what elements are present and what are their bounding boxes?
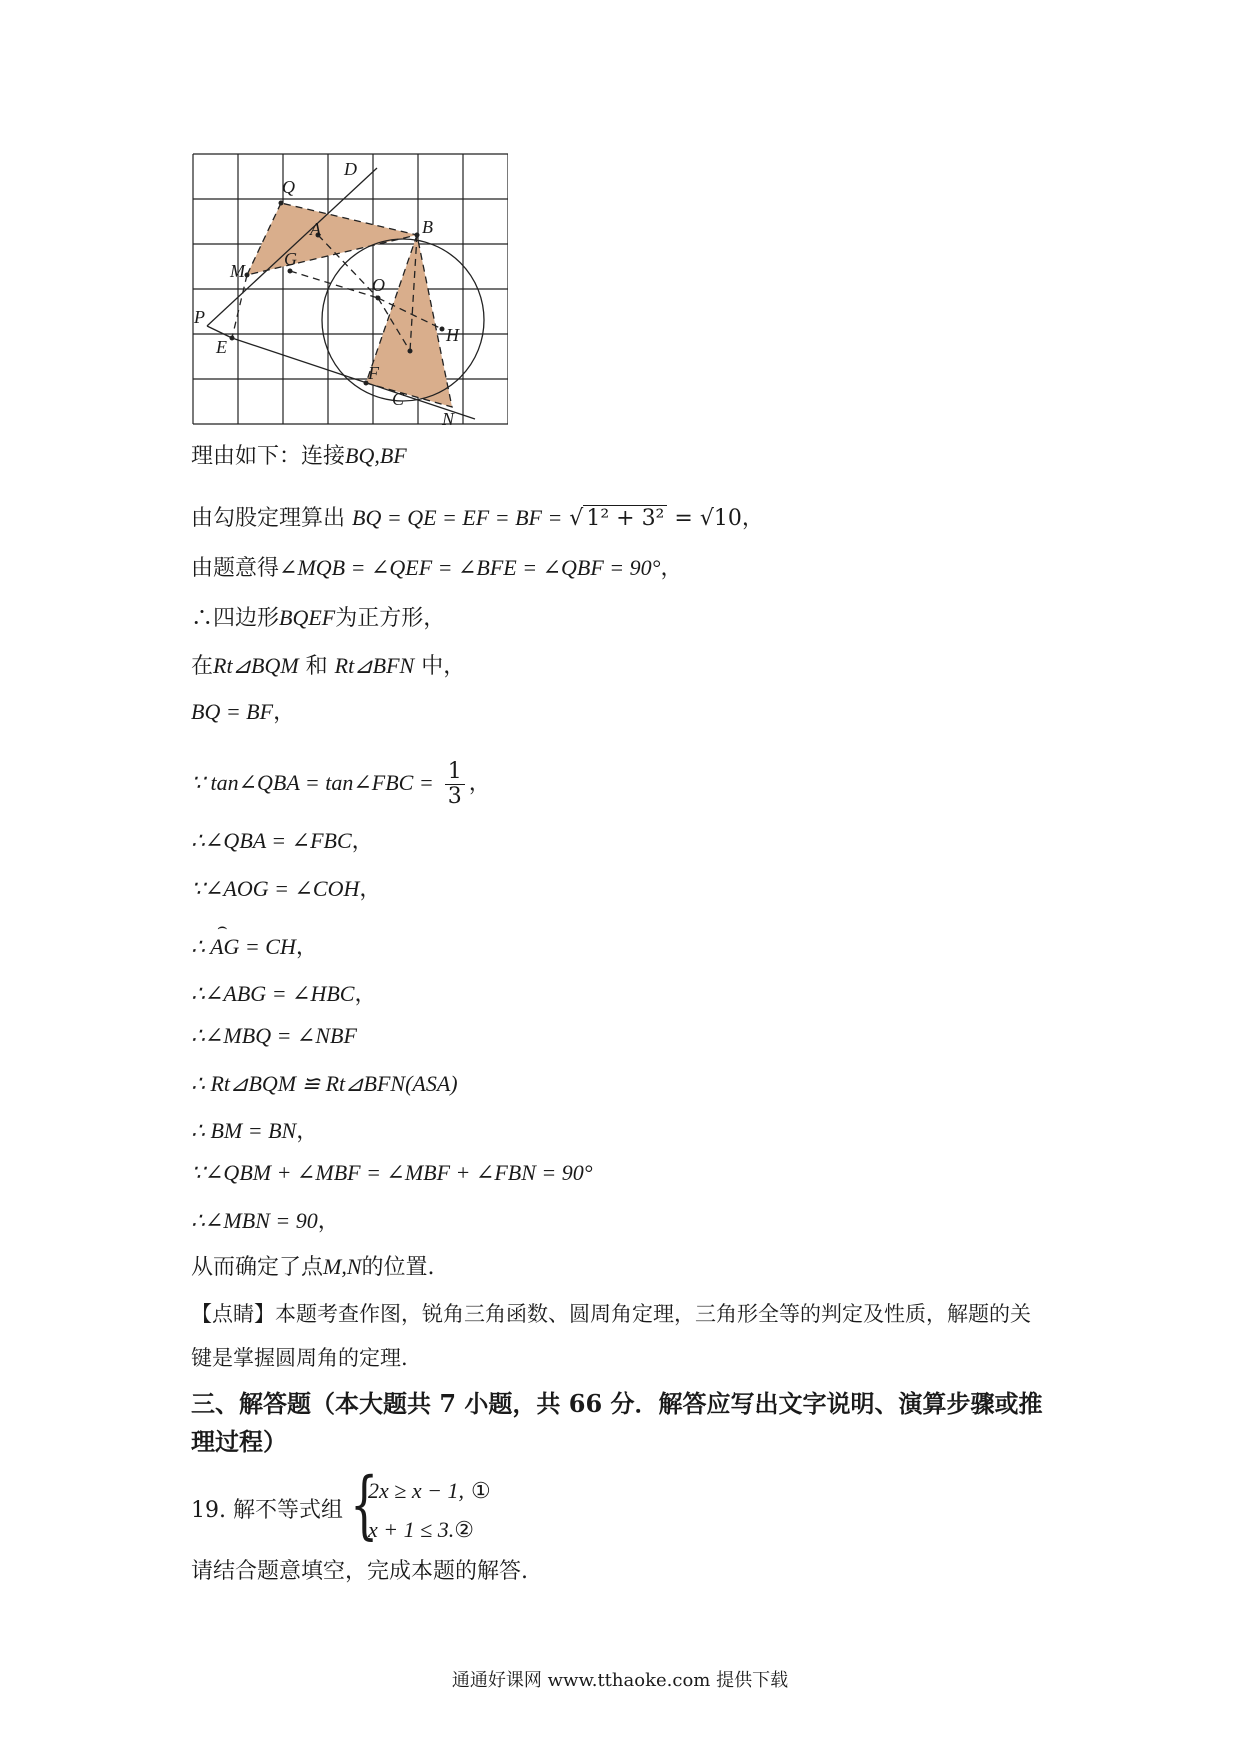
square-line [191,603,445,634]
in-and: 和 [305,654,328,679]
in-line [191,651,465,682]
point-label-e: E [216,337,227,357]
bq-bf-line [191,697,295,728]
tan-line [191,754,491,813]
inequality-2: x + 1 ≤ 3. [368,1517,455,1542]
in-math-2: Rt⊿BFN [334,653,415,678]
bq-bf-tail: ， [273,700,296,725]
arc-math: ∴ AG = CH [191,934,296,959]
brace-icon: { [350,1462,379,1548]
conclusion-line [191,1252,435,1283]
bm-bn-line [191,1116,318,1147]
mbn-tail: ， [317,1209,340,1234]
pythag-root: 1² + 3² [583,505,667,531]
question-prompt: 解不等式组 [233,1498,344,1523]
question-number: 19. [191,1498,226,1523]
point-label-d: D [344,159,357,179]
square-prefix: ∴四边形 [191,606,280,631]
fraction-one-third [445,760,465,809]
point-label-q: Q [282,177,295,197]
fraction-denominator: 3 [447,783,462,809]
inequality-1: 2x ≥ x − 1, [368,1478,464,1503]
point-label-a: A [310,219,321,239]
aog-line [191,874,381,905]
in-prefix: 在 [191,654,214,679]
aog-tail: ， [359,877,382,902]
section-title-1: 三、解答题（本大题共 7 小题，共 66 分．解答应写出文字说明、演算步骤或推 [191,1389,1043,1418]
arc-line [191,917,318,963]
comment-line-2 [191,1343,408,1373]
dashed-me [232,275,247,338]
congruence-math: ∴ Rt⊿BQM ≌ Rt⊿BFN(ASA) [191,1071,458,1096]
bm-bn-tail: ， [296,1119,319,1144]
pythag-line: 由勾股定理算出 BQ = QE = EF = BF = √ 1² + 3² = √10， [191,505,764,531]
square-math: BQEF [279,605,336,630]
tan-math: ∵ tan∠QBA = tan∠FBC = [191,770,434,795]
point-label-b: B [422,217,433,237]
given-tail: ， [660,556,683,581]
shaded-triangle-qmb [247,203,417,275]
qba-tail: ， [351,829,374,854]
question-19 [191,1462,491,1551]
comment-text-1: 【点睛】本题考查作图，锐角三角函数、圆周角定理，三角形全等的判定及性质，解题的关 [191,1302,1031,1326]
in-tail: 中， [421,654,466,679]
dashed-go [290,271,378,298]
square-tail: 为正方形， [335,606,446,631]
qba-math: ∴∠QBA = ∠FBC [191,828,352,853]
reason-math: BQ,BF [345,443,407,468]
reason-line [191,441,407,472]
fraction-numerator: 1 [445,760,465,785]
pythag-result: √10 [699,506,742,531]
given-math: ∠MQB = ∠QEF = ∠BFE = ∠QBF = 90° [279,555,661,580]
congruence-line [191,1069,458,1100]
reason-text: 理由如下：连接 [191,444,346,469]
pythag-math: BQ = QE = EF = BF = [352,505,563,530]
conclusion-tail: 的位置. [361,1255,435,1280]
instruction-line [191,1557,528,1587]
geometry-figure [192,153,508,427]
in-math-1: Rt⊿BQM [213,653,299,678]
tan-tail: ， [468,771,491,796]
point-label-h: H [446,325,459,345]
point-label-m: M [230,261,245,281]
abg-line [191,979,377,1010]
pythag-prefix: 由勾股定理算出 [191,506,346,531]
inequality-mark-1: ① [470,1479,491,1504]
point-label-n: N [442,409,455,427]
abg-math: ∴∠ABG = ∠HBC [191,981,355,1006]
conclusion-math: M,N [323,1254,362,1279]
arc-mark: ⌢ [217,917,228,936]
section-title-2: 理过程） [191,1427,287,1456]
bm-bn-math: ∴ BM = BN [191,1118,297,1143]
qba-line [191,826,374,857]
point-label-f: F [368,363,379,383]
comment-text-2: 键是掌握圆周角的定理. [191,1346,408,1370]
mbq-line [191,1021,357,1052]
pythag-tail: ， [741,506,764,531]
mbq-math: ∴∠MBQ = ∠NBF [191,1023,357,1048]
instruction-text: 请结合题意填空，完成本题的解答. [191,1559,528,1584]
comment-line-1 [191,1299,1031,1329]
given-line [191,553,682,584]
given-prefix: 由题意得 [191,556,280,581]
point-label-c: C [392,389,405,409]
point-label-o: O [372,275,385,295]
pythag-eq: = [674,506,693,531]
angle-sum-math: ∵∠QBM + ∠MBF = ∠MBF + ∠FBN = 90° [191,1160,593,1185]
abg-tail: ， [354,982,377,1007]
mbn-line [191,1206,340,1237]
arc-tail: ， [295,935,318,960]
inequality-mark-2: ② [454,1518,474,1543]
footer-source: 通通好课网 www.tthaoke.com 提供下载 [451,1670,789,1691]
inequality-system [350,1462,491,1550]
point-label-g: G [284,249,297,269]
point-label-p: P [194,307,205,327]
angle-sum-line [191,1158,593,1189]
conclusion-prefix: 从而确定了点 [191,1255,324,1280]
bq-bf-math: BQ = BF [191,699,274,724]
mbn-math: ∴∠MBN = 90 [191,1208,318,1233]
aog-math: ∵∠AOG = ∠COH [191,876,360,901]
